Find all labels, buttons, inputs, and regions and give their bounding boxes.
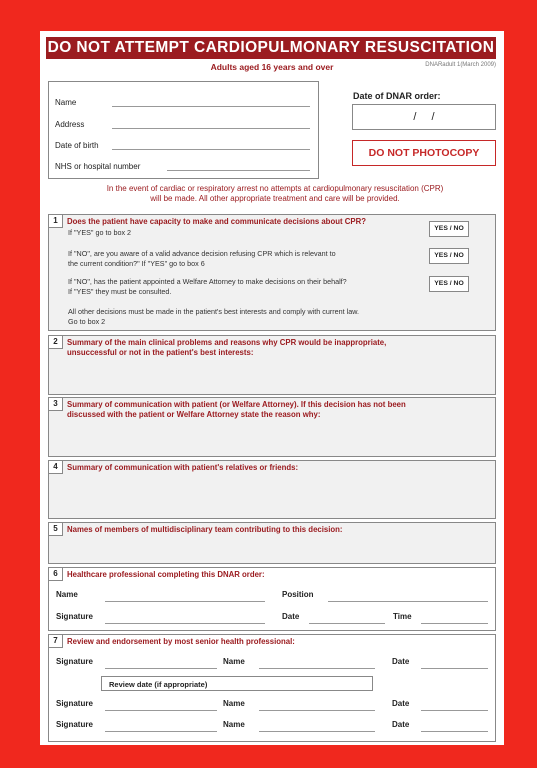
review-2-name-field[interactable] — [259, 710, 375, 711]
do-not-photocopy-stamp: DO NOT PHOTOCOPY — [352, 140, 496, 166]
address-label: Address — [55, 120, 85, 129]
section-number: 2 — [49, 336, 63, 349]
section-3-title — [67, 400, 487, 420]
hp-name-field[interactable] — [105, 601, 265, 602]
review-3-signature-label: Signature — [56, 720, 93, 729]
section-number: 5 — [49, 523, 63, 536]
review-3-date-field[interactable] — [421, 731, 488, 732]
form-title: DO NOT ATTEMPT CARDIOPULMONARY RESUSCITATION — [46, 37, 496, 59]
section-2-title — [67, 338, 487, 358]
section-1-q2-line1: If "NO", are you aware of a valid advance decision refusing CPR which is relevant to — [68, 249, 336, 258]
section-number: 4 — [49, 461, 63, 474]
section-5-title: Names of members of multidisciplinary team contributing to this decision: — [67, 525, 343, 534]
review-1-signature-field[interactable] — [105, 668, 217, 669]
nhs-number-field[interactable] — [167, 170, 310, 171]
nhs-number-label: NHS or hospital number — [55, 162, 141, 171]
hp-name-label: Name — [56, 590, 78, 599]
section-4-relatives-communication[interactable] — [48, 460, 496, 519]
section-1-q3-line1: If "NO", has the patient appointed a Welfare Attorney to make decisions on their behalf? — [68, 277, 347, 286]
section-number: 3 — [49, 398, 63, 411]
hp-position-label: Position — [282, 590, 314, 599]
section-1-other-line1: All other decisions must be made in the patient's best interests and comply with current law. — [68, 307, 360, 316]
section-6-healthcare-professional — [48, 567, 496, 631]
section-1-q1-instruction: If "YES" go to box 2 — [68, 228, 132, 237]
dob-field[interactable] — [112, 149, 310, 150]
form-reference: DNARadult 1(March 2009) — [425, 62, 496, 68]
dob-label: Date of birth — [55, 141, 99, 150]
review-date-field[interactable]: Review date (if appropriate) — [101, 676, 373, 691]
section-6-title: Healthcare professional completing this DNAR order: — [67, 570, 265, 579]
hp-time-label: Time — [393, 612, 412, 621]
address-field[interactable] — [112, 128, 310, 129]
section-3-patient-communication[interactable] — [48, 397, 496, 457]
section-2-title-line1: Summary of the main clinical problems and reasons why CPR would be inappropriate, — [67, 338, 387, 347]
form-subtitle: Adults aged 16 years and over — [210, 62, 334, 72]
dnar-date-label: Date of DNAR order: — [353, 91, 441, 101]
review-2-name-label: Name — [223, 699, 245, 708]
capacity-yes-no[interactable]: YES / NO — [429, 221, 469, 237]
review-1-name-field[interactable] — [259, 668, 375, 669]
hp-date-label: Date — [282, 612, 300, 621]
notice-text — [55, 184, 495, 204]
hp-position-field[interactable] — [328, 601, 488, 602]
notice-line-2: will be made. All other appropriate treatment and care will be provided. — [150, 194, 400, 203]
name-label: Name — [55, 98, 77, 107]
notice-line-1: In the event of cardiac or respiratory arrest no attempts at cardiopulmonary resuscitation (CPR) — [106, 184, 444, 193]
section-number: 6 — [49, 568, 63, 581]
section-number: 1 — [49, 215, 63, 228]
review-2-date-label: Date — [392, 699, 410, 708]
section-number: 7 — [49, 635, 63, 648]
section-4-title: Summary of communication with patient's relatives or friends: — [67, 463, 299, 472]
section-1-q2-line2: the current condition?" If "YES" go to box 6 — [68, 259, 205, 268]
dnar-date-field[interactable]: / / — [352, 104, 496, 130]
review-3-name-label: Name — [223, 720, 245, 729]
review-2-signature-field[interactable] — [105, 710, 217, 711]
hp-date-field[interactable] — [309, 623, 385, 624]
review-1-date-field[interactable] — [421, 668, 488, 669]
hp-signature-label: Signature — [56, 612, 93, 621]
section-2-title-line2: unsuccessful or not in the patient's best interests: — [67, 348, 254, 357]
review-2-date-field[interactable] — [421, 710, 488, 711]
section-1-other-line2: Go to box 2 — [68, 317, 106, 326]
section-5-mdt-members[interactable] — [48, 522, 496, 564]
name-field[interactable] — [112, 106, 310, 107]
review-3-name-field[interactable] — [259, 731, 375, 732]
section-3-title-line1: Summary of communication with patient (or Welfare Attorney). If this decision has not been — [67, 400, 406, 409]
hp-signature-field[interactable] — [105, 623, 265, 624]
section-1-q3-line2: If "YES" they must be consulted. — [68, 287, 172, 296]
review-1-signature-label: Signature — [56, 657, 93, 666]
welfare-attorney-yes-no[interactable]: YES / NO — [429, 276, 469, 292]
section-2-clinical-problems[interactable] — [48, 335, 496, 395]
section-1-capacity — [48, 214, 496, 331]
patient-details-box — [48, 81, 319, 179]
section-7-title: Review and endorsement by most senior health professional: — [67, 637, 295, 646]
review-3-date-label: Date — [392, 720, 410, 729]
section-1-title: Does the patient have capacity to make and communicate decisions about CPR? — [67, 217, 366, 226]
section-3-title-line2: discussed with the patient or Welfare Attorney state the reason why: — [67, 410, 321, 419]
review-3-signature-field[interactable] — [105, 731, 217, 732]
dnar-form — [40, 31, 504, 745]
review-1-date-label: Date — [392, 657, 410, 666]
review-2-signature-label: Signature — [56, 699, 93, 708]
review-1-name-label: Name — [223, 657, 245, 666]
hp-time-field[interactable] — [421, 623, 488, 624]
advance-decision-yes-no[interactable]: YES / NO — [429, 248, 469, 264]
